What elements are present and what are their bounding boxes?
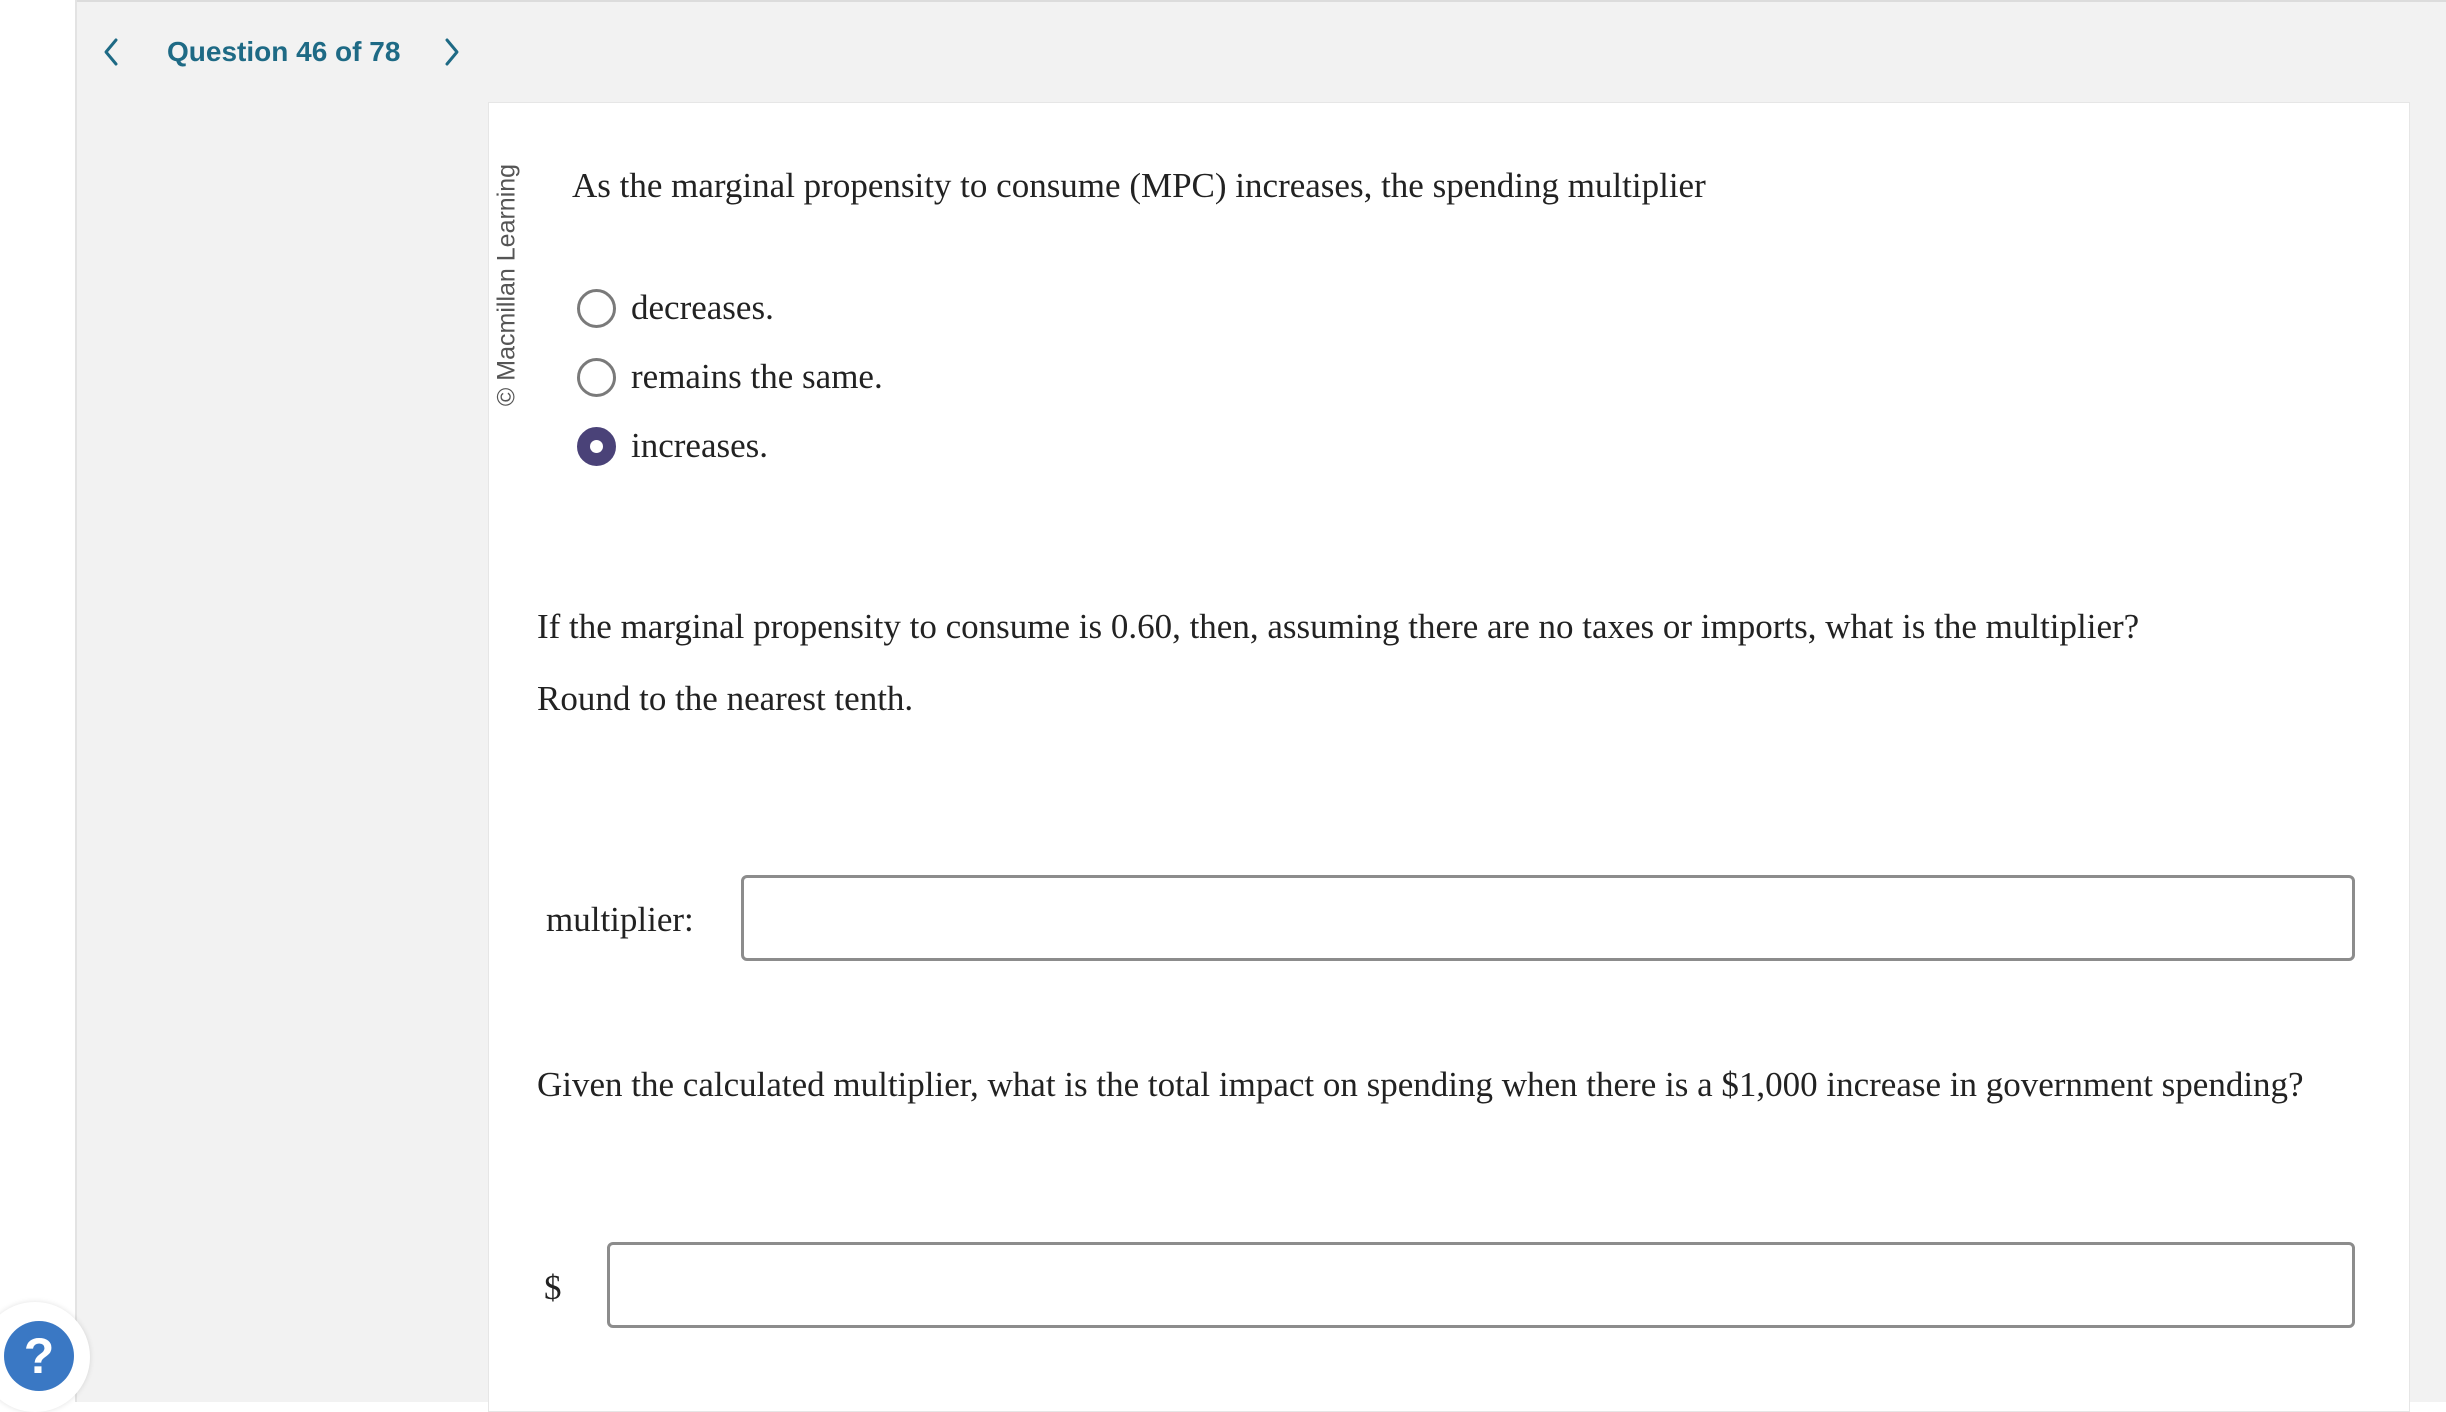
left-strip (0, 0, 77, 1402)
option-label: remains the same. (631, 357, 883, 396)
currency-symbol: $ (544, 1268, 562, 1307)
option-label: increases. (631, 426, 769, 465)
help-button[interactable] (4, 1321, 74, 1391)
question-3-text: Given the calculated multiplier, what is the total impact on spending when there is a $1,000 increase in government spending? (537, 1065, 2304, 1104)
multiplier-input[interactable] (741, 875, 2355, 961)
question-2-instruction: Round to the nearest tenth. (537, 679, 914, 718)
option-label: decreases. (631, 288, 774, 327)
chevron-left-icon (102, 37, 120, 67)
option-increases[interactable] (577, 424, 768, 468)
chevron-right-icon (443, 37, 461, 67)
option-remains-the-same[interactable] (577, 355, 883, 399)
question-1-text: As the marginal propensity to consume (MPC) increases, the spending multiplier (572, 166, 1706, 205)
spending-impact-input[interactable] (607, 1242, 2355, 1328)
question-mark-icon: ? (23, 1328, 55, 1384)
copyright-text: © Macmillan Learning (492, 163, 521, 407)
option-decreases[interactable] (577, 286, 774, 330)
question-counter: Question 46 of 78 (167, 36, 401, 67)
next-question-button[interactable] (436, 28, 468, 76)
question-2-text: If the marginal propensity to consume is 0.60, then, assuming there are no taxes or imports, what is the multiplier? (537, 607, 2140, 646)
radio-decreases[interactable] (577, 289, 616, 328)
multiplier-label: multiplier: (546, 900, 694, 939)
question-card (488, 102, 2410, 1412)
previous-question-button[interactable] (95, 28, 127, 76)
copyright-credit (492, 145, 522, 425)
radio-remains-the-same[interactable] (577, 358, 616, 397)
radio-increases[interactable] (577, 427, 616, 466)
question-navigation (95, 28, 468, 76)
